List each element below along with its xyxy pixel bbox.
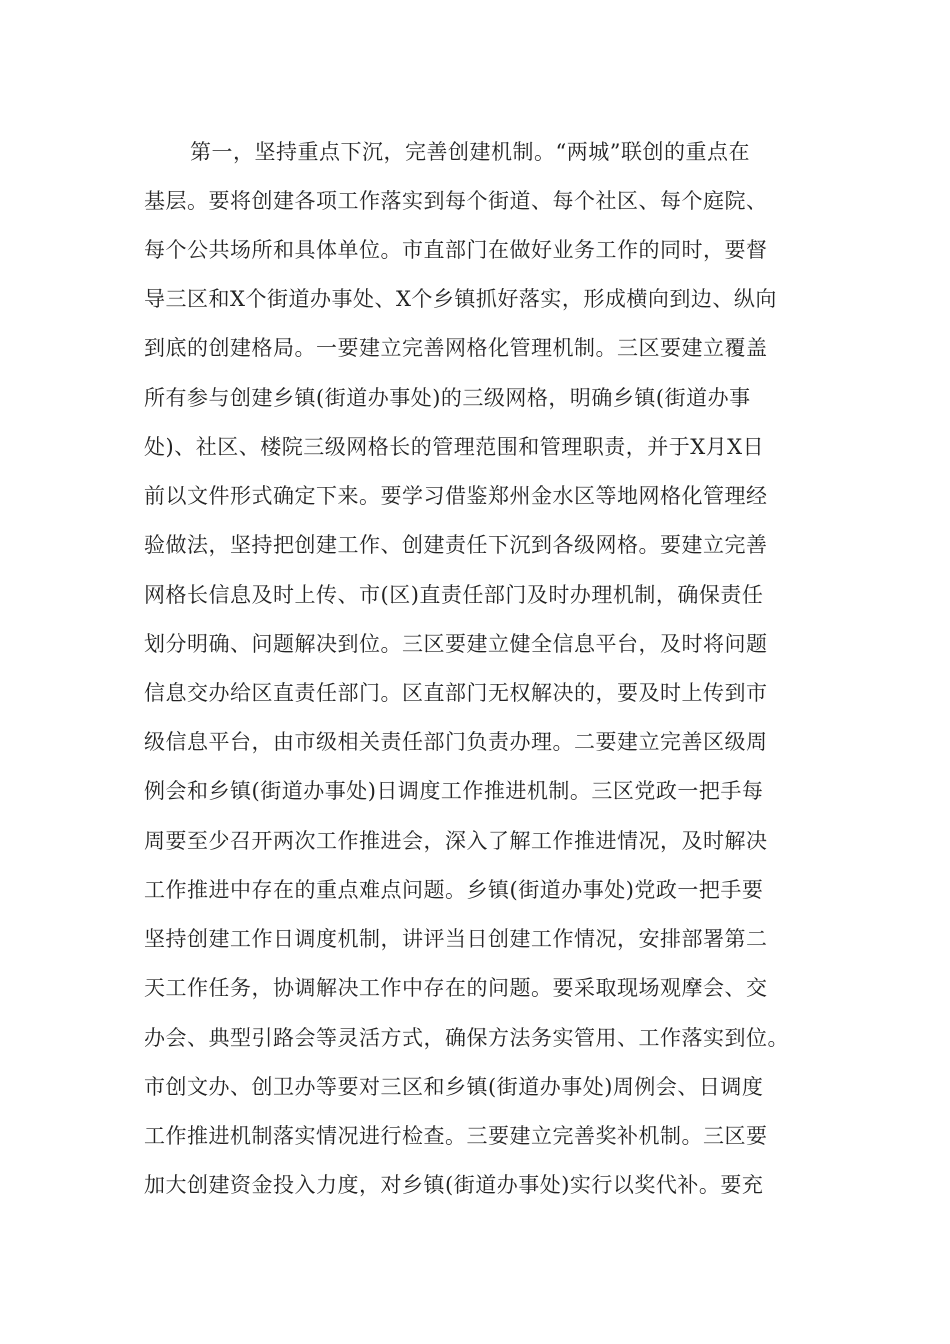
- text-line: 工作推进中存在的重点难点问题。乡镇(街道办事处)党政一把手要: [144, 878, 764, 902]
- text-line: 信息交办给区直责任部门。区直部门无权解决的，要及时上传到市: [144, 681, 768, 705]
- text-line: 前以文件形式确定下来。要学习借鉴郑州金水区等地网格化管理经: [144, 484, 768, 508]
- text-line: 天工作任务，协调解决工作中存在的问题。要采取现场观摩会、交: [144, 976, 768, 1000]
- text-line: 市创文办、创卫办等要对三区和乡镇(街道办事处)周例会、日调度: [144, 1075, 764, 1099]
- text-line: 办会、典型引路会等灵活方式，确保方法务实管用、工作落实到位。: [144, 1026, 789, 1050]
- text-line: 验做法，坚持把创建工作、创建责任下沉到各级网格。要建立完善: [144, 533, 768, 557]
- text-line: 级信息平台，由市级相关责任部门负责办理。二要建立完善区级周: [144, 730, 768, 754]
- text-line: 到底的创建格局。一要建立完善网格化管理机制。三区要建立覆盖: [144, 336, 768, 360]
- text-line: 网格长信息及时上传、市(区)直责任部门及时办理机制，确保责任: [144, 583, 764, 607]
- text-line: 坚持创建工作日调度机制，讲评当日创建工作情况，安排部署第二: [144, 927, 768, 951]
- text-line: 例会和乡镇(街道办事处)日调度工作推进机制。三区党政一把手每: [144, 779, 764, 803]
- text-line: 加大创建资金投入力度，对乡镇(街道办事处)实行以奖代补。要充: [144, 1173, 764, 1197]
- text-line: 周要至少召开两次工作推进会，深入了解工作推进情况，及时解决: [144, 829, 768, 853]
- text-line: 处)、社区、楼院三级网格长的管理范围和管理职责，并于X月X日: [144, 435, 765, 459]
- text-line: 划分明确、问题解决到位。三区要建立健全信息平台，及时将问题: [144, 632, 768, 656]
- text-line: 工作推进机制落实情况进行检查。三要建立完善奖补机制。三区要: [144, 1124, 768, 1148]
- text-line: 每个公共场所和具体单位。市直部门在做好业务工作的同时，要督: [144, 238, 768, 262]
- text-line: 第一，坚持重点下沉，完善创建机制。“两城”联创的重点在: [190, 140, 750, 164]
- text-line: 所有参与创建乡镇(街道办事处)的三级网格，明确乡镇(街道办事: [144, 386, 751, 410]
- text-line: 基层。要将创建各项工作落实到每个街道、每个社区、每个庭院、: [144, 189, 768, 213]
- text-line: 导三区和X个街道办事处、X个乡镇抓好落实，形成横向到边、纵向: [144, 287, 777, 311]
